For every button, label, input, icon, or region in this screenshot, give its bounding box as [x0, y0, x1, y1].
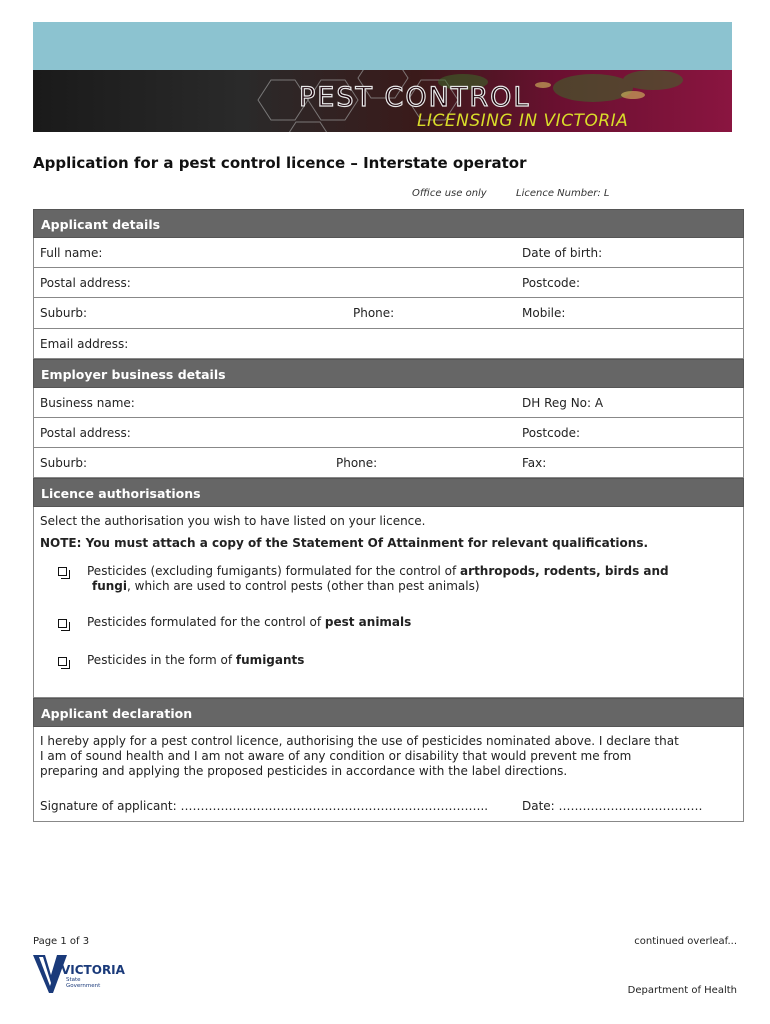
- employer-suburb-field[interactable]: Suburb:: [40, 456, 88, 470]
- declaration-line-2: I am of sound health and I am not aware of any condition or disability that would prevent me from: [40, 749, 632, 763]
- licence-authorisations-header: Licence authorisations: [33, 478, 744, 507]
- date-of-birth-field[interactable]: Date of birth:: [522, 246, 603, 260]
- banner-image: [33, 70, 732, 132]
- fumigant-excluded-pesticides-checkbox[interactable]: [58, 567, 67, 576]
- declaration-line-3: preparing and applying the proposed pesticides in accordance with the label directions.: [40, 764, 568, 778]
- fumigants-checkbox[interactable]: [58, 657, 67, 666]
- business-name-field[interactable]: Business name:: [40, 396, 135, 410]
- option-arthropods-label: [87, 564, 727, 594]
- option-arthropods-text-a: Pesticides (excluding fumigants) formulated for the control of: [87, 564, 461, 578]
- logo-sub-state: State: [66, 977, 81, 983]
- option-arthropods-bold-b: fungi: [92, 579, 128, 593]
- applicant-mobile-field[interactable]: Mobile:: [522, 306, 566, 320]
- continued-overleaf: continued overleaf...: [634, 936, 737, 947]
- banner-subtitle: LICENSING IN VICTORIA: [417, 111, 629, 131]
- licence-note: NOTE: You must attach a copy of the Statement Of Attainment for relevant qualifications.: [40, 536, 649, 550]
- pest-animals-checkbox[interactable]: [58, 619, 67, 628]
- employer-name-row: [33, 388, 744, 418]
- applicant-email-row: [33, 329, 744, 359]
- licence-number-label: Licence Number: L: [516, 188, 610, 199]
- option-fumigants-text: Pesticides in the form of: [87, 653, 236, 667]
- banner-sky-band: [33, 22, 732, 70]
- applicant-phone-field[interactable]: Phone:: [353, 306, 395, 320]
- employer-postal-address-field[interactable]: Postal address:: [40, 426, 131, 440]
- signature-field[interactable]: Signature of applicant: …………………………………………………………………..: [40, 799, 489, 813]
- option-fumigants-label: [87, 653, 304, 668]
- full-name-field[interactable]: Full name:: [40, 246, 103, 260]
- declaration-line-1: I hereby apply for a pest control licence, authorising the use of pesticides nominated above. I declare that: [40, 734, 679, 748]
- applicant-postal-address-field[interactable]: Postal address:: [40, 276, 131, 290]
- victoria-government-logo: [33, 953, 125, 997]
- department-name: Department of Health: [627, 985, 737, 996]
- applicant-details-header: Applicant details: [33, 209, 744, 238]
- option-fumigants-bold: fumigants: [235, 653, 305, 667]
- option-arthropods-text-b: , which are used to control pests (other than pest animals): [127, 579, 480, 593]
- application-form: [33, 209, 744, 822]
- banner-title: PEST CONTROL: [299, 82, 531, 113]
- applicant-contact-row: [33, 298, 744, 329]
- option-pest-animals-bold: pest animals: [324, 615, 412, 629]
- employer-phone-field[interactable]: Phone:: [336, 456, 378, 470]
- logo-subtitle: [66, 977, 100, 989]
- applicant-address-row: [33, 268, 744, 298]
- licence-instruction: Select the authorisation you wish to have listed on your licence.: [40, 514, 426, 528]
- option-pest-animals-label: [87, 615, 411, 630]
- employer-fax-field[interactable]: Fax:: [522, 456, 547, 470]
- applicant-declaration-header: Applicant declaration: [33, 698, 744, 727]
- option-pest-animals-text: Pesticides formulated for the control of: [87, 615, 325, 629]
- applicant-suburb-field[interactable]: Suburb:: [40, 306, 88, 320]
- employer-details-header: Employer business details: [33, 359, 744, 388]
- employer-postcode-field[interactable]: Postcode:: [522, 426, 581, 440]
- logo-wordmark: VICTORIA: [61, 963, 125, 977]
- page-title: Application for a pest control licence – Interstate operator: [33, 154, 527, 172]
- office-use-label: Office use only: [412, 188, 487, 199]
- applicant-postcode-field[interactable]: Postcode:: [522, 276, 581, 290]
- licence-authorisations-box: [33, 507, 744, 698]
- page-number: Page 1 of 3: [33, 936, 90, 947]
- applicant-email-field[interactable]: Email address:: [40, 337, 129, 351]
- option-arthropods-bold-a: arthropods, rodents, birds and: [460, 564, 669, 578]
- employer-address-row: [33, 418, 744, 448]
- header-banner: [33, 22, 732, 132]
- applicant-name-row: [33, 238, 744, 268]
- applicant-declaration-box: [33, 727, 744, 822]
- logo-sub-government: Government: [66, 983, 101, 989]
- employer-contact-row: [33, 448, 744, 478]
- declaration-date-field[interactable]: Date: ………………………………: [522, 799, 703, 813]
- dh-reg-no-field[interactable]: DH Reg No: A: [522, 396, 604, 410]
